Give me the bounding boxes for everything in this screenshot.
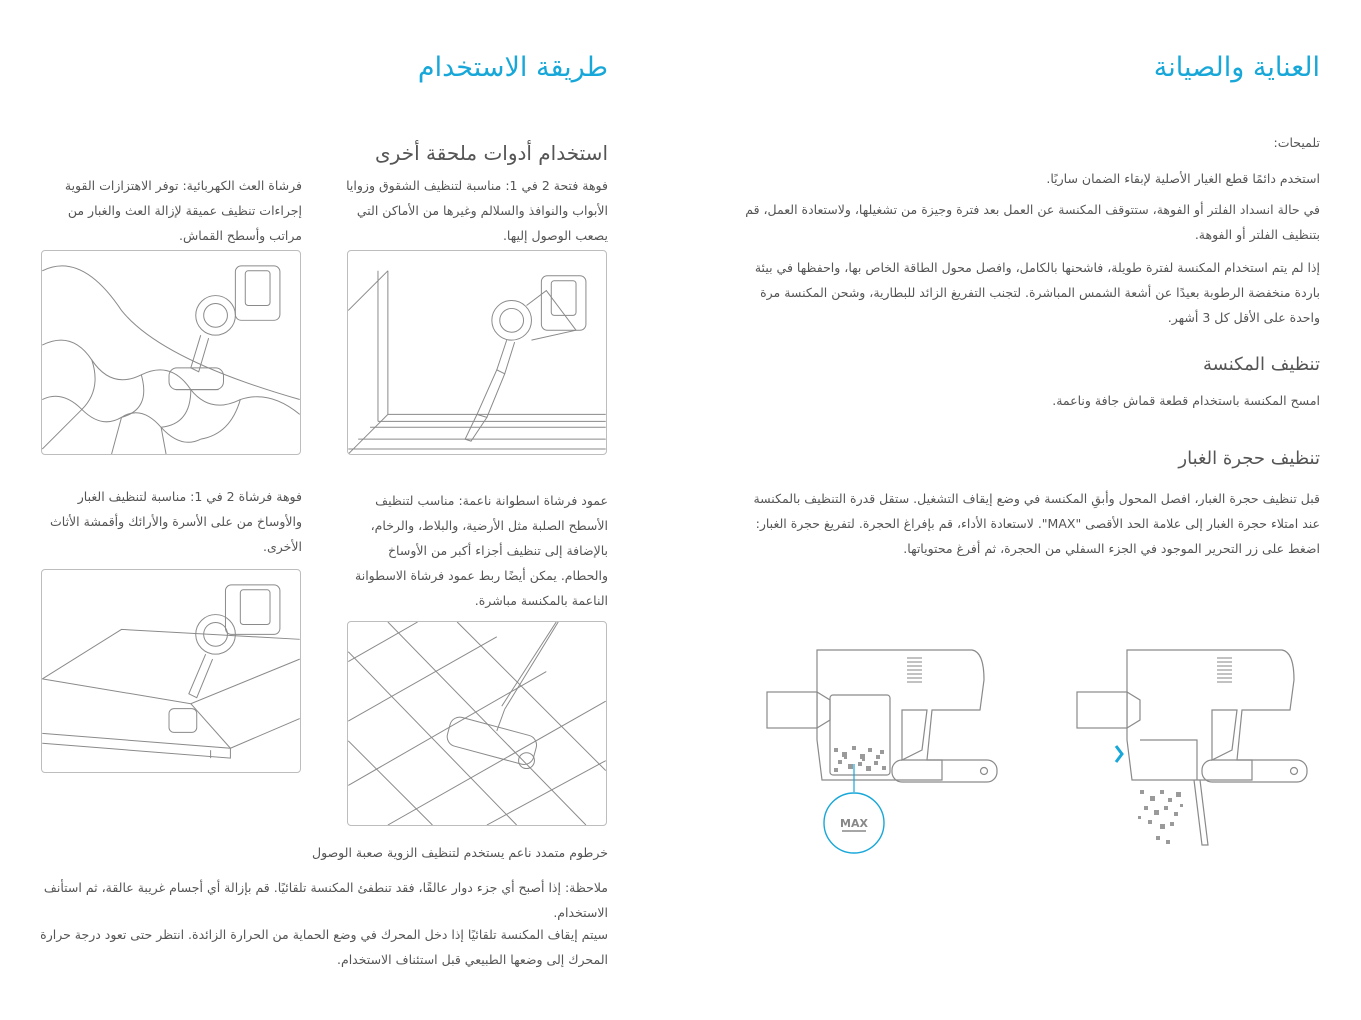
tip-long-storage: إذا لم يتم استخدام المكنسة لفترة طويلة، فاشحنها بالكامل، وافصل محول الطاقة الخاص بها، واحفظها في بيئة باردة منخفضة الرطوبة بعيدًا عن أشعة الشمس المباشرة. لتجنب التفريغ الزائد للبطارية، وشحن المكنسة مرة واحدة على الأقل كل 3 أشهر. (754, 260, 1320, 325)
crevice-tool-text: فوهة فتحة 2 في 1: مناسبة لتنظيف الشقوق وزوايا الأبواب والنوافذ والسلالم وغيرها من الأماكن التي يصعب الوصول إليها. (346, 178, 608, 243)
note-overheat: سيتم إيقاف المكنسة تلقائيًا إذا دخل المحرك في وضع الحماية من الحرارة الزائدة. انتظر حتى تعود درجة حرارة المحرك إلى وضعها الطبيعي قبل استئناف الاستخدام. (40, 927, 608, 967)
clean-bin-title: تنظيف حجرة الغبار (1178, 448, 1320, 469)
dust-bin-illustrations (762, 640, 1322, 860)
mite-brush-illustration (42, 251, 300, 454)
care-maintenance-title: العناية والصيانة (1153, 52, 1320, 83)
dust-bin-diagram (762, 640, 1322, 860)
tip-original-parts: استخدم دائمًا قطع الغيار الأصلية لإبقاء الضمان ساريًا. (1046, 171, 1320, 186)
hose-text: خرطوم متمدد ناعم يستخدم لتنظيف الزوية صعبة الوصول (312, 845, 608, 860)
crevice-tool-illustration (348, 251, 606, 454)
clean-vacuum-title: تنظيف المكنسة (1203, 354, 1320, 375)
roller-brush-illustration (348, 622, 606, 825)
tip-clogged-filter: في حالة انسداد الفلتر أو الفوهة، ستتوقف المكنسة عن العمل بعد فترة وجيزة من تشغيلها، ولاستعادة العمل، قم بتنظيف الفلتر أو الفوهة. (745, 202, 1320, 242)
brush-nozzle-image (41, 569, 301, 773)
brush-nozzle-illustration (42, 570, 300, 772)
roller-brush-text: عمود فرشاة اسطوانة ناعمة: مناسب لتنظيف الأسطح الصلبة مثل الأرضية، والبلاط، والرخام، بالإضافة إلى تنظيف أجزاء أكبر من الأوساخ والحطام. يمكن أيضًا ربط عمود فرشاة الاسطوانة الناعمة بالمكنسة مباشرة. (355, 493, 608, 608)
mite-brush-text: فرشاة العث الكهربائية: توفر الاهتزازات القوية إجراءات تنظيف عميقة لإزالة العث والغبار من مراتب وأسطح القماش. (64, 178, 302, 243)
mite-brush-image (41, 250, 301, 455)
full-dust-bin-illustration (767, 650, 997, 853)
clean-bin-text: قبل تنظيف حجرة الغبار، افصل المحول وأبقِ المكنسة في وضع إيقاف التشغيل. ستقل قدرة التنظيف بالمكنسة عند امتلاء حجرة الغبار إلى علامة الحد الأقصى "MAX". لاستعادة الأداء، قم بإفراغ الحجرة. لتفريغ حجرة الغبار: اضغط على زر التحرير الموجود في الجزء السفلي من الحجرة، ثم أفرغ محتوياتها. (753, 491, 1320, 556)
note-stuck-part: ملاحظة: إذا أصبح أي جزء دوار عالقًا، فقد تنطفئ المكنسة تلقائيًا. قم بإزالة أي أجسام غريبة عالقة، ثم استأنف الاستخدام. (43, 880, 608, 920)
crevice-tool-image (347, 250, 607, 455)
brush-nozzle-text: فوهة فرشاة 2 في 1: مناسبة لتنظيف الغبار والأوساخ من على الأسرة والأرائك وأقمشة الأثاث الأخرى. (50, 489, 302, 554)
how-to-use-title: طريقة الاستخدام (417, 52, 608, 83)
accessories-subtitle: استخدام أدوات ملحقة أخرى (375, 141, 608, 165)
roller-brush-image (347, 621, 607, 826)
emptying-dust-bin-illustration (1077, 650, 1307, 845)
max-label: MAX (840, 817, 868, 830)
clean-vacuum-text: امسح المكنسة باستخدام قطعة قماش جافة وناعمة. (1052, 393, 1320, 408)
tips-label: تلميحات: (1273, 135, 1320, 150)
